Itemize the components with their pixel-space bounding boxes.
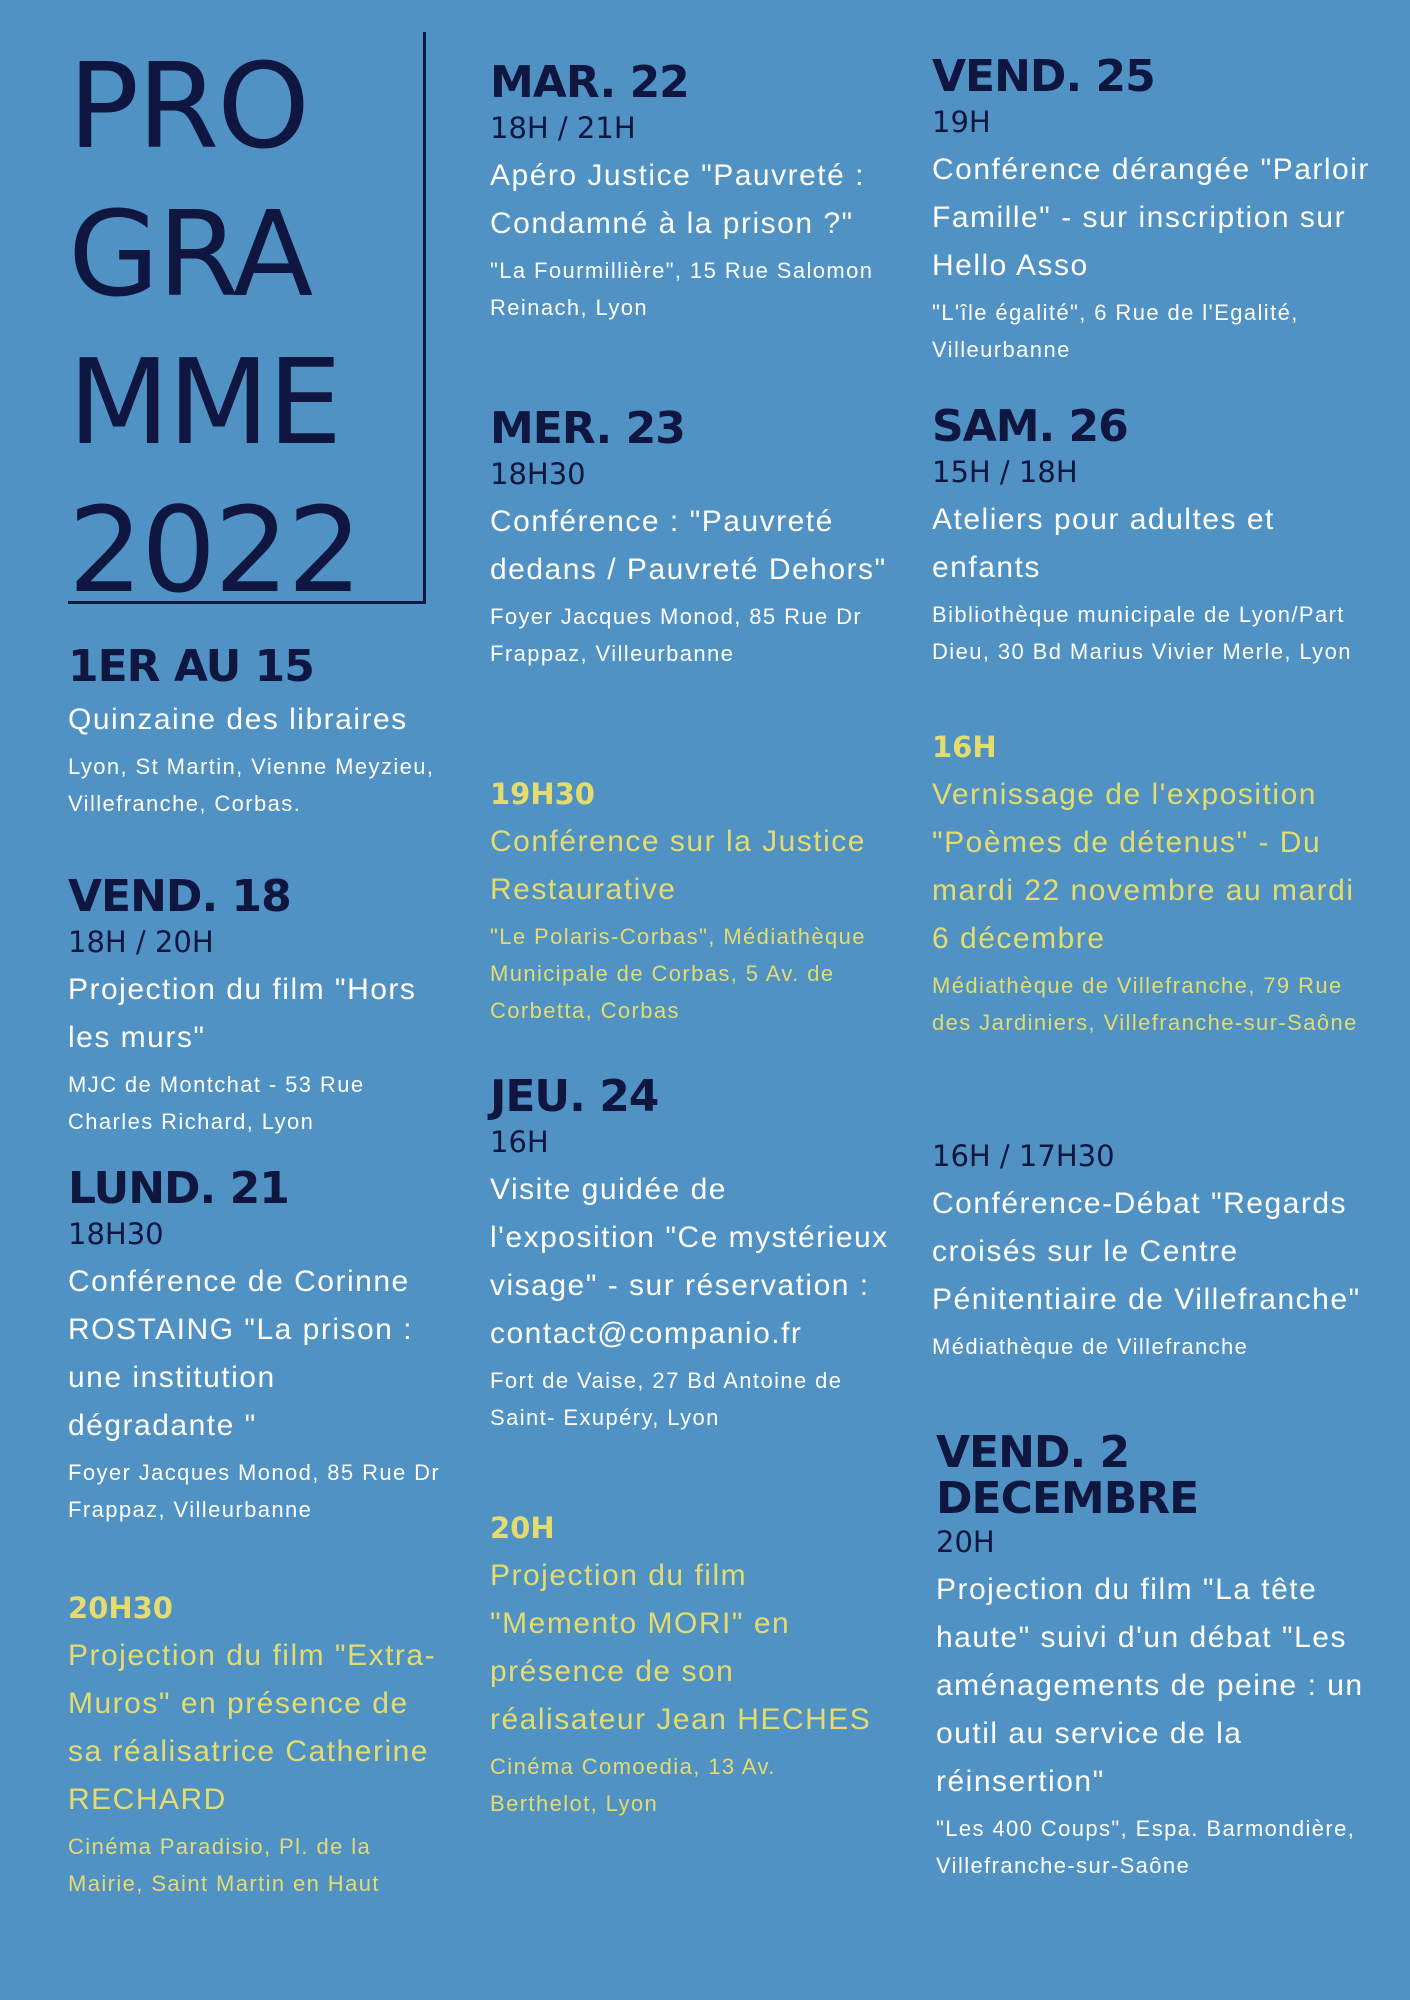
event-description: Visite guidée de l'exposition "Ce mystérieux visage" - sur réservation : contact@companio.fr: [490, 1173, 889, 1350]
event-time: 20H: [490, 1511, 555, 1545]
event-description: Conférence : "Pauvreté dedans / Pauvreté Dehors": [490, 505, 887, 586]
event-time: 20H: [936, 1525, 995, 1559]
event-1er-au-15: [68, 642, 448, 822]
event-location: Cinéma Paradisio, Pl. de la Mairie, Saint Martin en Haut: [68, 1834, 380, 1896]
event-description: Apéro Justice "Pauvreté : Condamné à la prison ?": [490, 159, 865, 240]
event-mer-23: [490, 404, 890, 672]
event-date: LUND. 21: [68, 1163, 289, 1214]
event-location: Médiathèque de Villefranche, 79 Rue des Jardiniers, Villefranche-sur-Saône: [932, 973, 1358, 1035]
event-location: Foyer Jacques Monod, 85 Rue Dr Frappaz, Villeurbanne: [68, 1460, 441, 1522]
event-description: Conférence sur la Justice Restaurative: [490, 825, 866, 906]
event-location: Lyon, St Martin, Vienne Meyzieu, Villefranche, Corbas.: [68, 754, 435, 816]
event-time: 18H30: [68, 1217, 164, 1251]
title-line: PRO: [68, 37, 309, 175]
event-lund-21: [68, 1164, 448, 1528]
event-description: Projection du film "La tête haute" suivi d'un débat "Les aménagements de peine : un outil au service de la réinsertion": [936, 1573, 1364, 1798]
event-description: Projection du film "Extra-Muros" en présence de sa réalisatrice Catherine RECHARD: [68, 1639, 437, 1816]
event-time: 16H: [490, 1125, 549, 1159]
event-date: MER. 23: [490, 403, 685, 454]
event-date: 1ER AU 15: [68, 641, 314, 692]
event-location: Fort de Vaise, 27 Bd Antoine de Saint- Exupéry, Lyon: [490, 1368, 843, 1430]
event-date: MAR. 22: [490, 57, 689, 108]
event-date: JEU. 24: [490, 1071, 659, 1122]
event-sam-26-vernissage: [932, 727, 1372, 1041]
programme-title-box: [68, 32, 426, 619]
event-location: "Les 400 Coups", Espa. Barmondière, Villefranche-sur-Saône: [936, 1816, 1356, 1878]
event-description: Conférence-Débat "Regards croisés sur le Centre Pénitentiaire de Villefranche": [932, 1187, 1361, 1316]
event-location: Bibliothèque municipale de Lyon/Part Dieu, 30 Bd Marius Vivier Merle, Lyon: [932, 602, 1352, 664]
event-location: Cinéma Comoedia, 13 Av. Berthelot, Lyon: [490, 1754, 776, 1816]
event-sam-26-debat: [932, 1136, 1372, 1365]
event-lund-21-evening: [68, 1588, 448, 1902]
event-date: VEND. 2 DECEMBRE: [936, 1427, 1199, 1524]
event-jeu-24-evening: [490, 1508, 890, 1822]
event-location: "La Fourmillière", 15 Rue Salomon Reinach, Lyon: [490, 258, 874, 320]
event-time: 20H30: [68, 1591, 173, 1625]
event-time: 16H: [932, 730, 997, 764]
event-description: Conférence de Corinne ROSTAING "La prison : une institution dégradante ": [68, 1265, 414, 1442]
event-time: 18H30: [490, 457, 586, 491]
title-line: GRA: [68, 185, 312, 323]
event-location: Médiathèque de Villefranche: [932, 1334, 1249, 1359]
event-location: MJC de Montchat - 53 Rue Charles Richard, Lyon: [68, 1072, 365, 1134]
event-vend-25: [932, 52, 1372, 368]
event-date: VEND. 25: [932, 51, 1155, 102]
event-vend-2-decembre: [936, 1427, 1376, 1884]
event-mer-23-evening: [490, 774, 890, 1029]
event-date: VEND. 18: [68, 871, 291, 922]
event-jeu-24: [490, 1072, 890, 1436]
event-sam-26: [932, 402, 1372, 670]
event-location: Foyer Jacques Monod, 85 Rue Dr Frappaz, Villeurbanne: [490, 604, 863, 666]
title-line: 2022: [68, 481, 361, 619]
event-description: Ateliers pour adultes et enfants: [932, 503, 1275, 584]
event-description: Vernissage de l'exposition "Poèmes de détenus" - Du mardi 22 novembre au mardi 6 décembre: [932, 778, 1355, 955]
event-mar-22: [490, 58, 890, 326]
event-time: 15H / 18H: [932, 455, 1078, 489]
event-time: 19H: [932, 105, 991, 139]
event-time: 19H30: [490, 777, 595, 811]
event-description: Conférence dérangée "Parloir Famille" - sur inscription sur Hello Asso: [932, 153, 1370, 282]
event-date: SAM. 26: [932, 401, 1128, 452]
event-description: Projection du film "Memento MORI" en présence de son réalisateur Jean HECHES: [490, 1559, 872, 1736]
event-time: 16H / 17H30: [932, 1139, 1115, 1173]
event-description: Projection du film "Hors les murs": [68, 973, 417, 1054]
event-time: 18H / 21H: [490, 111, 636, 145]
event-vend-18: [68, 872, 448, 1140]
event-description: Quinzaine des libraires: [68, 703, 408, 736]
event-location: "Le Polaris-Corbas", Médiathèque Municipale de Corbas, 5 Av. de Corbetta, Corbas: [490, 924, 866, 1023]
event-location: "L'île égalité", 6 Rue de l'Egalité, Villeurbanne: [932, 300, 1299, 362]
title-line: MME: [68, 333, 341, 471]
event-time: 18H / 20H: [68, 925, 214, 959]
